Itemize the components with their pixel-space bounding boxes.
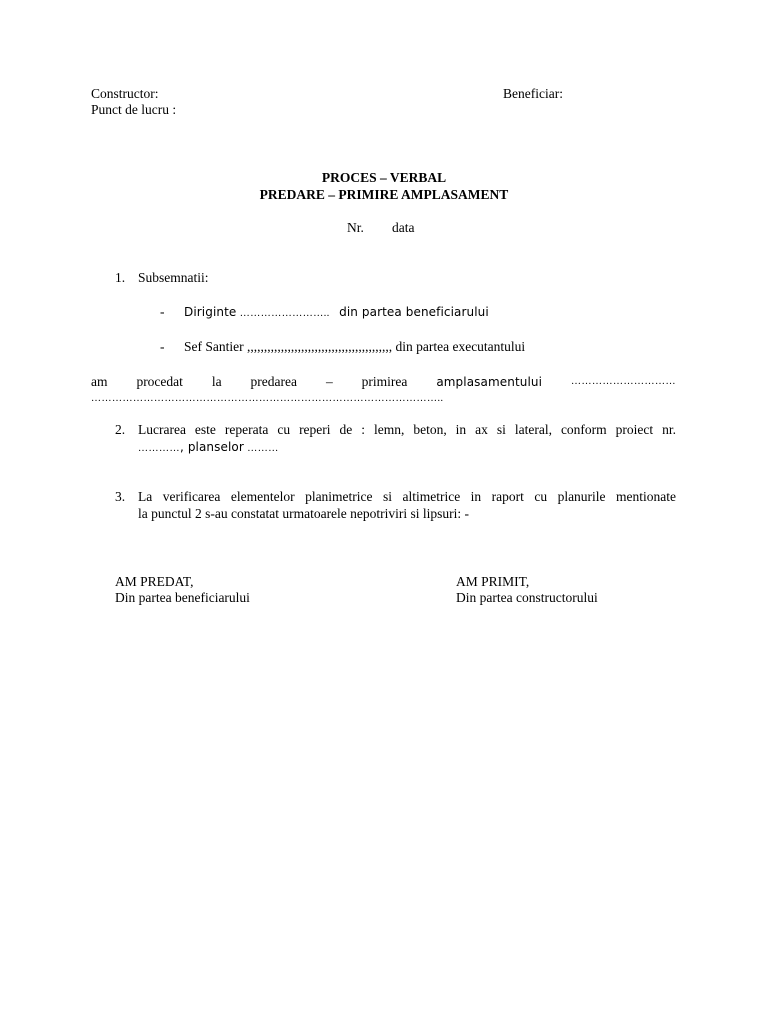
item1-text: Diriginte [184, 305, 237, 319]
procedure-word: la [211, 374, 222, 389]
section3-number: 3. [115, 489, 126, 504]
procedure-word: – [325, 374, 333, 389]
procedure-word: primirea [361, 374, 408, 389]
procedure-word: amplasamentului [436, 375, 543, 389]
item2-dash: - [160, 339, 165, 354]
plans-dots: ……… [247, 443, 279, 454]
section2-line1: Lucrarea este reperata cu reperi de : lemn, beton, in ax si lateral, conform proiect nr. [138, 422, 676, 437]
section1-number: 1. [115, 270, 126, 285]
number-label: Nr. [347, 220, 364, 235]
procedure-word: am [91, 374, 108, 389]
procedure-line2: ……………………………………………………………………………………….. [91, 393, 444, 404]
item2-text: Sef Santier ,,,,,,,,,,,,,,,,,,,,,,,,,,,,,,,,,,,,,,,,,,, din partea executantului [184, 339, 526, 354]
section3-line2: la punctul 2 s-au constatat urmatoarele nepotriviri si lipsuri: - [138, 506, 470, 521]
procedure-line1 [91, 374, 676, 390]
project-number-dots: ………… [138, 443, 180, 454]
section2-number: 2. [115, 422, 126, 437]
right-signature-title: AM PRIMIT, [456, 574, 530, 589]
section1-label: Subsemnatii: [138, 270, 209, 285]
item1-line [184, 304, 489, 322]
work-point-label: Punct de lucru : [91, 102, 177, 117]
right-signature-party: Din partea constructorului [456, 590, 598, 605]
procedure-word: predarea [250, 374, 298, 389]
plans-label: , planselor [180, 440, 244, 454]
date-label: data [392, 220, 415, 235]
item1-suffix: din partea beneficiarului [339, 305, 489, 319]
section3-line1: La verificarea elementelor planimetrice si altimetrice in raport cu planurile mentionate [138, 489, 676, 504]
item1-dots: …………………….. [239, 308, 330, 319]
procedure-dots: ………………………… [570, 376, 676, 387]
document-subtitle: PREDARE – PRIMIRE AMPLASAMENT [259, 187, 509, 202]
left-signature-title: AM PREDAT, [115, 574, 194, 589]
section2-line2 [138, 439, 279, 457]
document-title: PROCES – VERBAL [321, 170, 447, 185]
constructor-label: Constructor: [91, 86, 159, 101]
left-signature-party: Din partea beneficiarului [115, 590, 250, 605]
procedure-word: procedat [136, 374, 183, 389]
item1-dash: - [160, 304, 165, 319]
beneficiary-label: Beneficiar: [503, 86, 563, 101]
